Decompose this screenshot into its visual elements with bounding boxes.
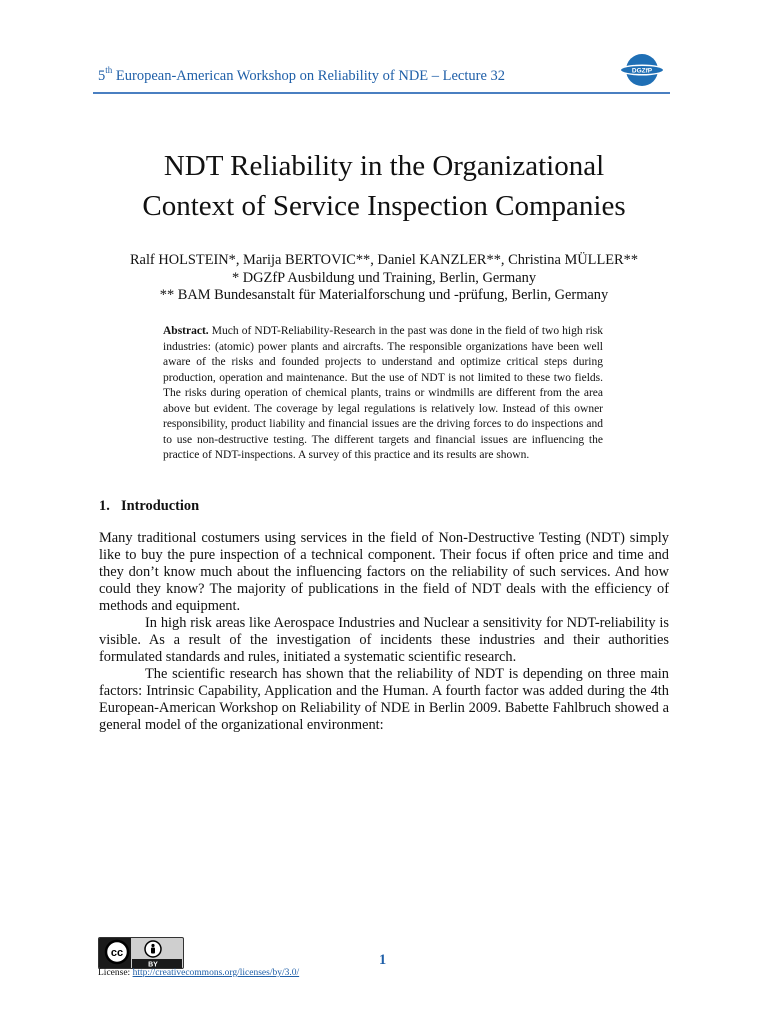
paragraph: In high risk areas like Aerospace Industries and Nuclear a sensitivity for NDT-reliability is visible. As a result of the investigation of incidents these industries and their authorities formulated standards and rules, initiated a systematic scientific research. (99, 615, 669, 665)
page-number: 1 (379, 952, 387, 968)
header-title: 5th European-American Workshop on Reliability of NDE – Lecture 32 (98, 65, 506, 84)
license-line (98, 968, 299, 978)
cc-by-badge (98, 937, 184, 969)
paragraph: The scientific research has shown that the reliability of NDT is depending on three main factors: Intrinsic Capability, Application and the Human. A fourth factor was added during the 4th European-American Workshop on Reliability of NDE in Berlin 2009. Babette Fahlbruch showed a general model of the organizational environment: (99, 666, 669, 733)
section-heading (99, 498, 199, 515)
paragraph: Many traditional costumers using services in the field of Non-Destructive Testing (NDT) simply like to buy the pure inspection of a technical component. Their focus if often price and time and they don’t know much about the influencing factors on the reliability of such services. And how could they know? The majority of publications in the field of NDT deals with the efficiency of methods and equipment. (99, 530, 669, 614)
attribution-person-icon (145, 941, 161, 957)
section-number: 1. (99, 498, 110, 514)
body-text (99, 530, 669, 734)
logo-text: DGZfP (631, 67, 653, 75)
author-names: Ralf HOLSTEIN*, Marija BERTOVIC**, Daniel KANZLER**, Christina MÜLLER** (129, 252, 639, 268)
running-header (93, 58, 670, 94)
dgzfp-logo-icon (618, 50, 666, 90)
abstract-label: Abstract. (163, 325, 209, 337)
license-link[interactable]: http://creativecommons.org/licenses/by/3.0/ (132, 968, 300, 978)
affiliation-2: ** BAM Bundesanstalt für Materialforschung und -prüfung, Berlin, Germany (159, 287, 609, 303)
by-label: BY (148, 961, 158, 968)
affiliation-1: * DGZfP Ausbildung und Training, Berlin, Germany (231, 269, 537, 286)
license-label: License: (98, 968, 133, 978)
paper-title (60, 146, 708, 226)
abstract-text: Much of NDT-Reliability-Research in the past was done in the field of two high risk industries: (atomic) power plants and aircrafts. The responsible organizations have been well aware of the risks and founded projects to understand and optimize critical steps during production, operation and maintenance. But the use of NDT is not limited to these two fields. The risks during operation of chemical plants, trains or windmills are different from the area above but evident. The coverage by legal regulations is relatively low. Instead of this owner responsibility, product liability and financial issues are the driving forces to do inspections and to use non-destructive testing. The different targets and financial issues are influencing the practice of NDT-inspections. A survey of this practice and its results are shown. (163, 325, 603, 461)
abstract (163, 324, 603, 464)
cc-icon (106, 941, 128, 963)
author-block (60, 252, 708, 305)
title-line-1: NDT Reliability in the Organizational (163, 150, 605, 182)
title-line-2: Context of Service Inspection Companies (142, 190, 626, 222)
cc-label: cc (110, 947, 124, 959)
section-title: Introduction (121, 498, 200, 514)
